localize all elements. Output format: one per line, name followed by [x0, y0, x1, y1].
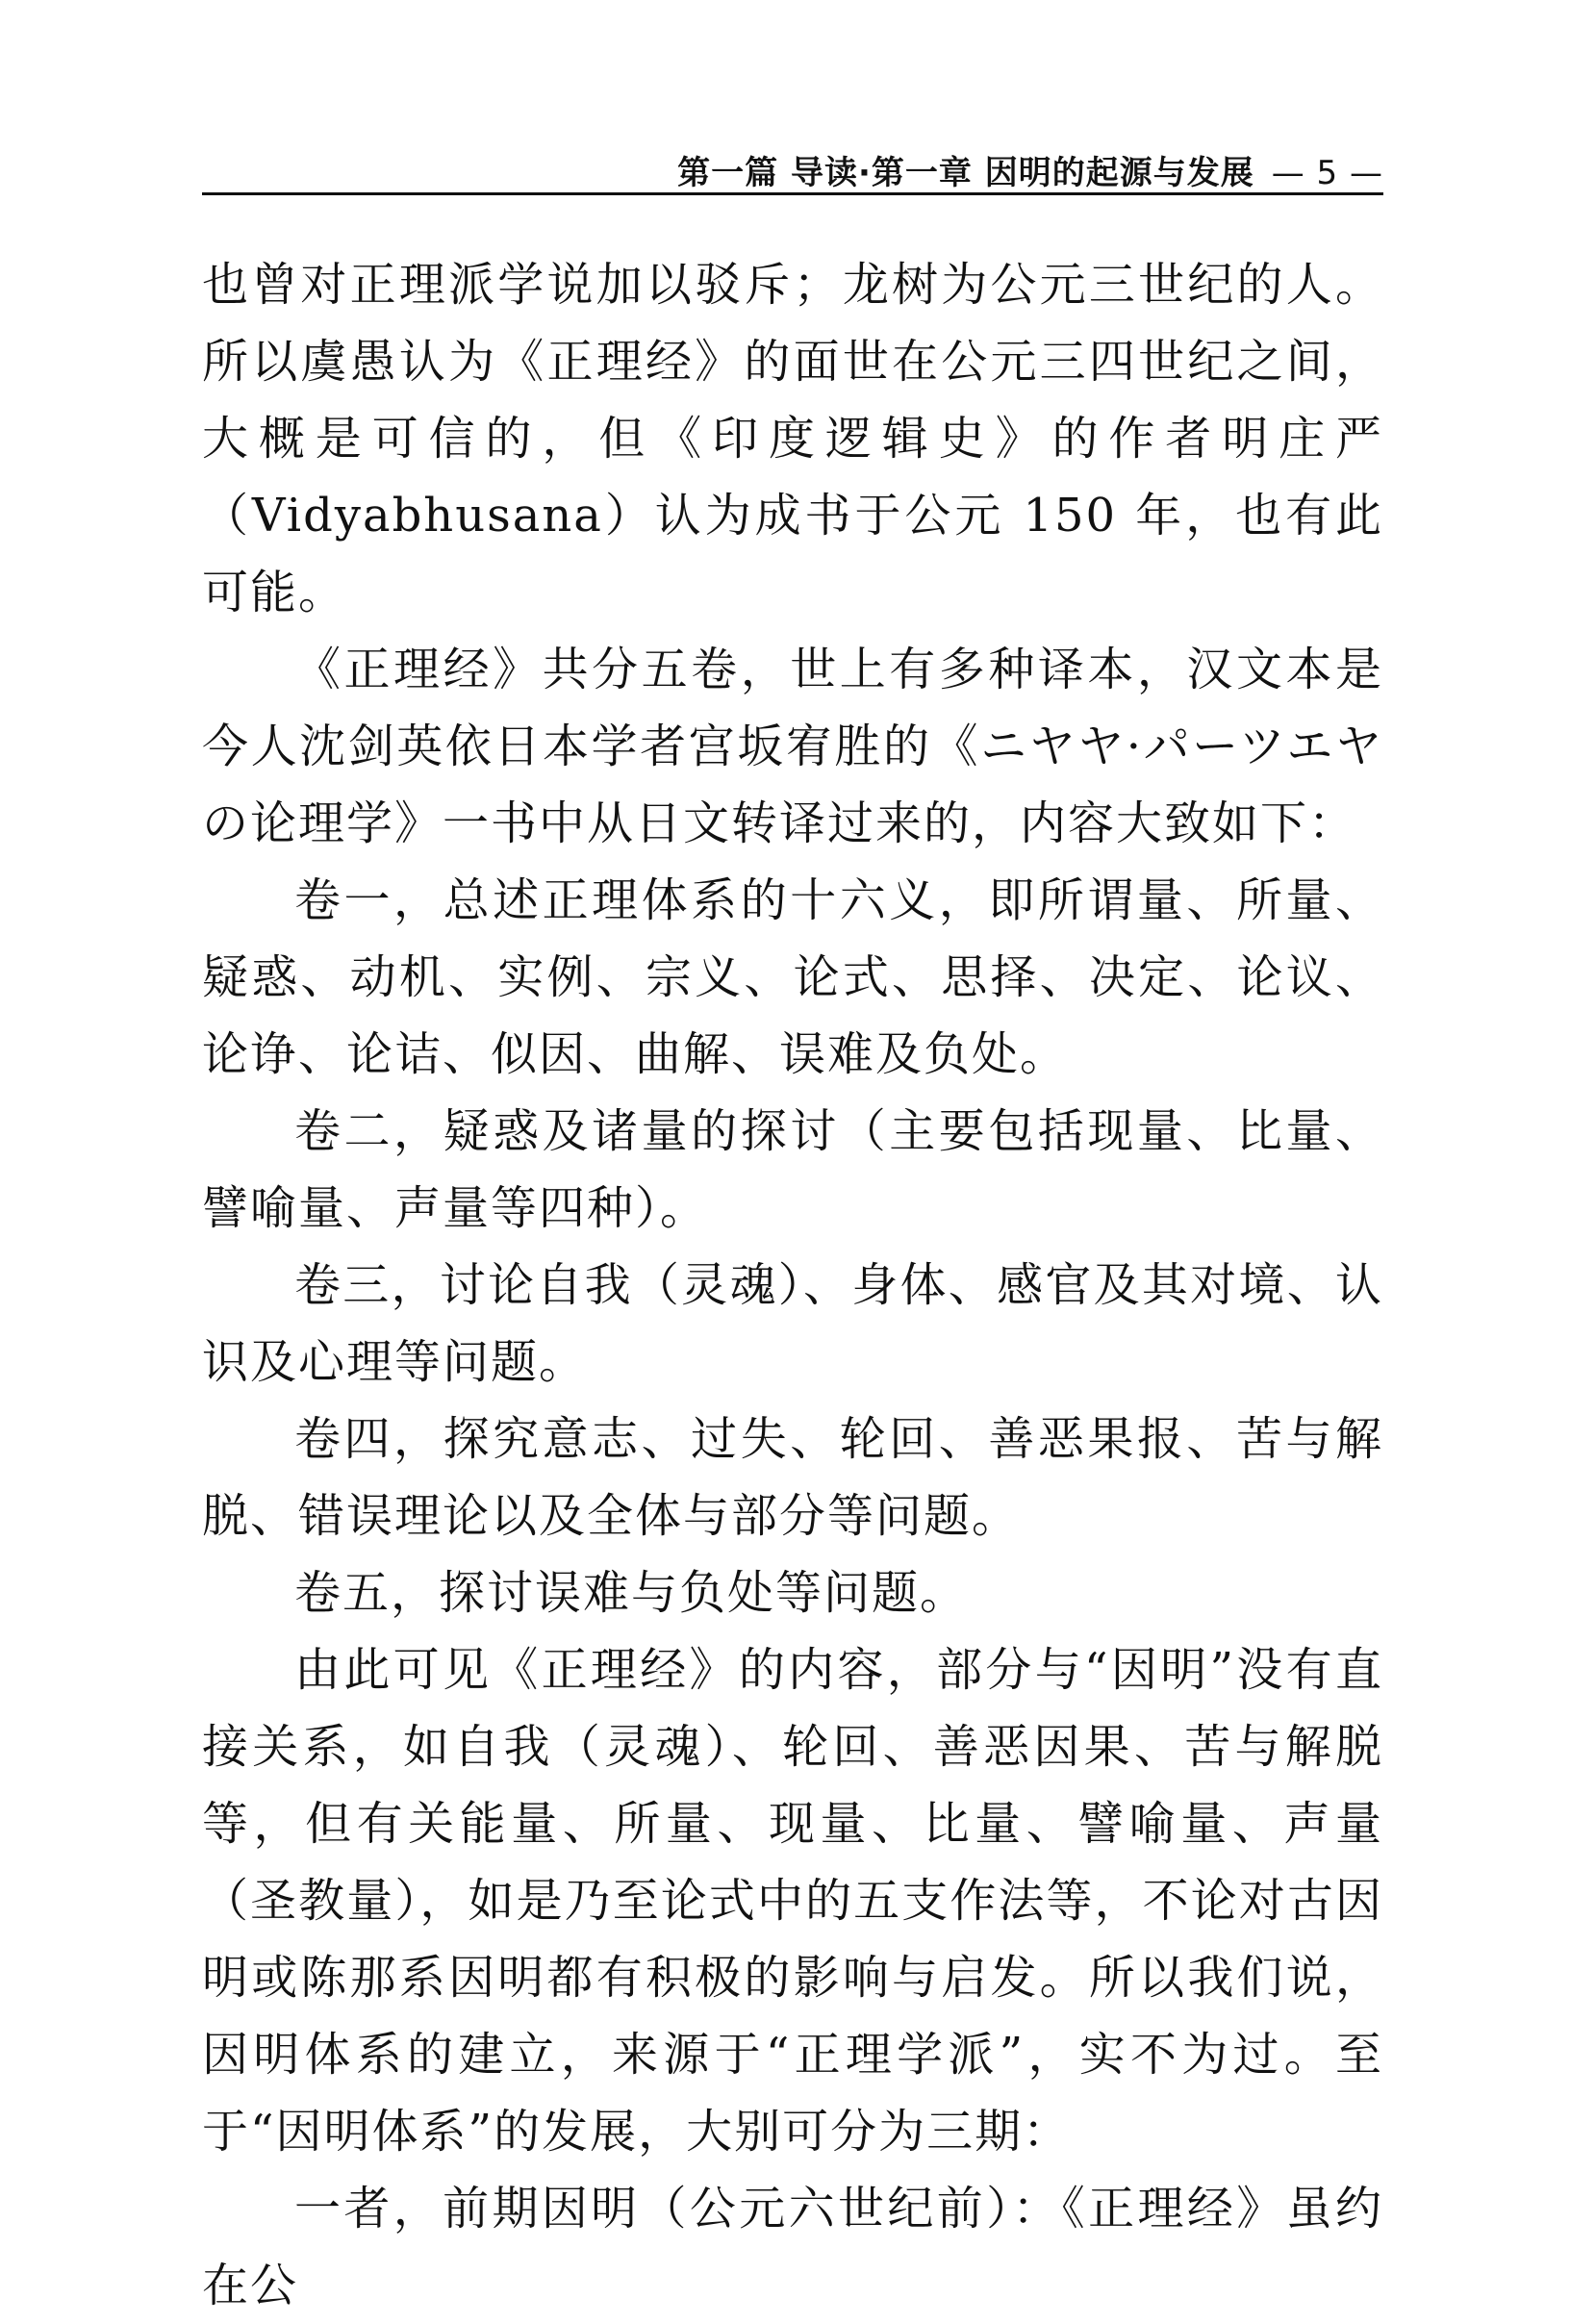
- page-number: — 5 —: [1271, 154, 1383, 192]
- header-text: [677, 146, 1383, 193]
- paragraph-volume-5: 卷五，探讨误难与负处等问题。: [294, 1566, 969, 1620]
- paragraph-nyaya-sutra-intro: 《正理经》共分五卷，世上有多种译本，汉文本是今人沈剑英依日本学者宫坂宥胜的《ニヤヤ·パーツエヤの论理学》一书中从日文转译过来的，内容大致如下：: [202, 643, 1383, 850]
- paragraph-volume-3: 卷三，讨论自我（灵魂）、身体、感官及其对境、认识及心理等问题。: [202, 1258, 1383, 1389]
- paragraph-volume-1: 卷一，总述正理体系的十六义，即所谓量、所量、疑惑、动机、实例、宗义、论式、思择、决定、论议、论诤、论诘、似因、曲解、误难及负处。: [202, 873, 1383, 1081]
- paragraph-continued: 也曾对正理派学说加以驳斥；龙树为公元三世纪的人。所以虞愚认为《正理经》的面世在公元三四世纪之间，大概是可信的，但《印度逻辑史》的作者明庄严（Vidyabhusana）认为成书于公元 150 年，也有此可能。: [202, 258, 1383, 619]
- paragraph-volume-2: 卷二，疑惑及诸量的探讨（主要包括现量、比量、譬喻量、声量等四种）。: [202, 1104, 1383, 1235]
- running-header: [202, 142, 1383, 195]
- page-body: [202, 246, 1383, 2324]
- paragraph-early-period: 一者，前期因明（公元六世纪前）：《正理经》虽约在公: [202, 2182, 1383, 2312]
- paragraph-analysis: 由此可见《正理经》的内容，部分与“因明”没有直接关系，如自我（灵魂）、轮回、善恶因果、苦与解脱等，但有关能量、所量、现量、比量、譬喻量、声量（圣教量），如是乃至论式中的五支作法等，不论对古因明或陈那系因明都有积极的影响与启发。所以我们说，因明体系的建立，来源于“正理学派”，实不为过。至于“因明体系”的发展，大别可分为三期：: [202, 1643, 1383, 2159]
- paragraph-volume-4: 卷四，探究意志、过失、轮回、善恶果报、苦与解脱、错误理论以及全体与部分等问题。: [202, 1412, 1383, 1543]
- header-title: 第一篇 导读·第一章 因明的起源与发展: [677, 154, 1254, 192]
